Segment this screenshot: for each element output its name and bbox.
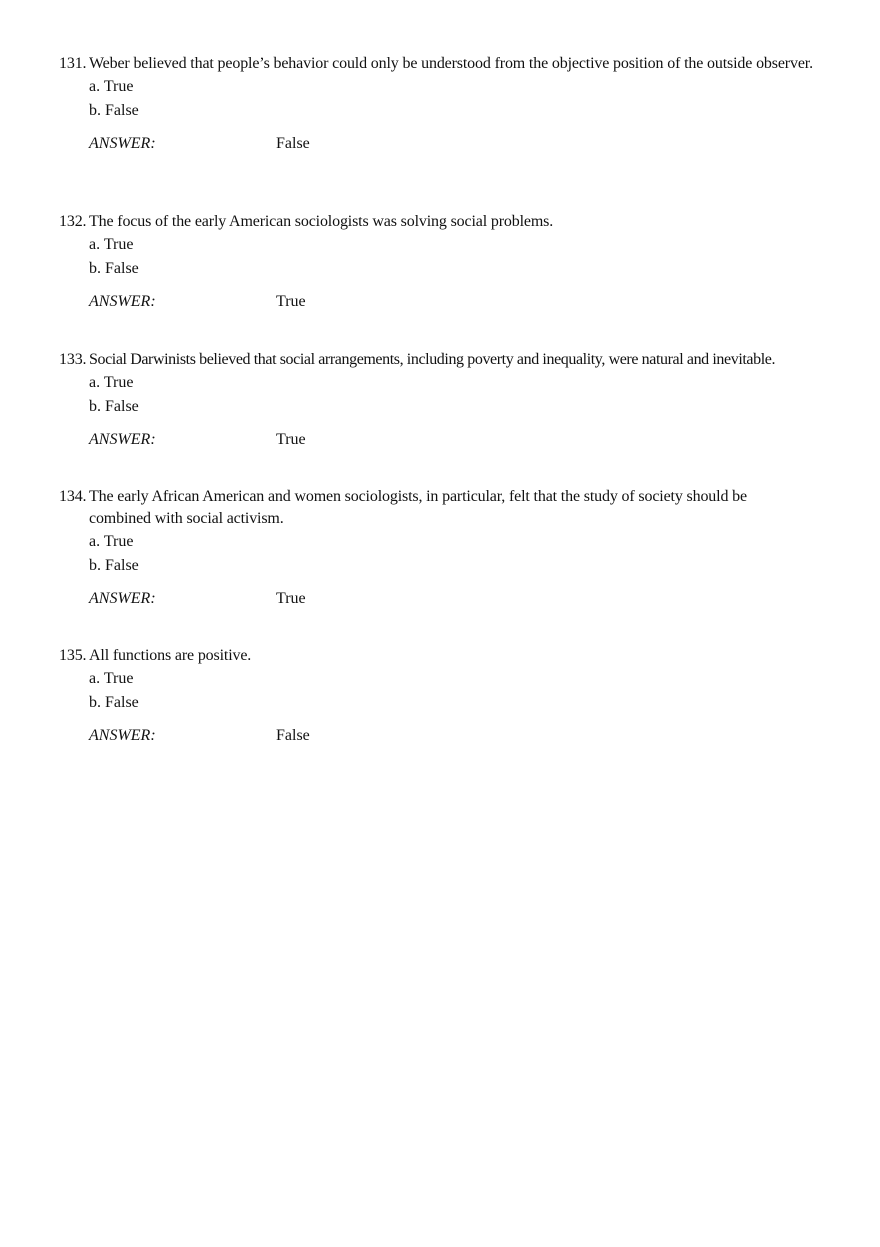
answer-label: ANSWER: bbox=[89, 431, 156, 448]
option-false: b. False bbox=[89, 259, 139, 277]
question-number: 133. bbox=[59, 351, 87, 368]
answer-label: ANSWER: bbox=[89, 293, 156, 310]
option-list bbox=[89, 530, 839, 577]
option-true: a. True bbox=[89, 78, 134, 95]
question-text: The focus of the early American sociologists was solving social problems. bbox=[89, 213, 554, 230]
option-list bbox=[89, 667, 839, 714]
answer-value: False bbox=[276, 135, 310, 152]
answer-row bbox=[89, 429, 839, 451]
option-false: b. False bbox=[89, 556, 139, 574]
option-false: b. False bbox=[89, 397, 139, 415]
option-list bbox=[89, 75, 839, 122]
question-stem bbox=[59, 349, 839, 371]
option-true: a. True bbox=[89, 670, 134, 687]
option-true: a. True bbox=[89, 236, 134, 253]
answer-value: False bbox=[276, 727, 310, 744]
answer-row bbox=[89, 725, 839, 747]
option-true: a. True bbox=[89, 533, 134, 550]
question-stem bbox=[59, 645, 839, 667]
question-135 bbox=[59, 645, 839, 747]
question-132 bbox=[59, 211, 839, 313]
question-131 bbox=[59, 53, 839, 155]
option-list bbox=[89, 233, 839, 280]
question-stem bbox=[59, 53, 839, 75]
answer-row bbox=[89, 133, 839, 155]
question-134 bbox=[59, 486, 839, 610]
answer-row bbox=[89, 588, 839, 610]
answer-value: True bbox=[276, 431, 306, 448]
question-number: 134. bbox=[59, 488, 87, 505]
question-stem bbox=[59, 211, 839, 233]
option-list bbox=[89, 371, 839, 418]
question-stem bbox=[59, 486, 839, 530]
answer-row bbox=[89, 291, 839, 313]
answer-value: True bbox=[276, 293, 306, 310]
question-text: The early African American and women sociologists, in particular, felt that the study of society should be combined with social activism. bbox=[89, 488, 747, 527]
question-133 bbox=[59, 349, 839, 451]
question-number: 132. bbox=[59, 213, 87, 230]
option-true: a. True bbox=[89, 374, 134, 391]
option-false: b. False bbox=[89, 693, 139, 711]
question-text: Weber believed that people’s behavior could only be understood from the objective position of the outside observer. bbox=[89, 55, 813, 72]
answer-label: ANSWER: bbox=[89, 727, 156, 744]
answer-value: True bbox=[276, 590, 306, 607]
answer-label: ANSWER: bbox=[89, 590, 156, 607]
question-text: All functions are positive. bbox=[89, 647, 252, 664]
question-text: Social Darwinists believed that social arrangements, including poverty and inequality, were natural and inevitable. bbox=[89, 351, 776, 368]
option-false: b. False bbox=[89, 101, 139, 119]
question-number: 131. bbox=[59, 55, 87, 72]
answer-label: ANSWER: bbox=[89, 135, 156, 152]
question-number: 135. bbox=[59, 647, 87, 664]
